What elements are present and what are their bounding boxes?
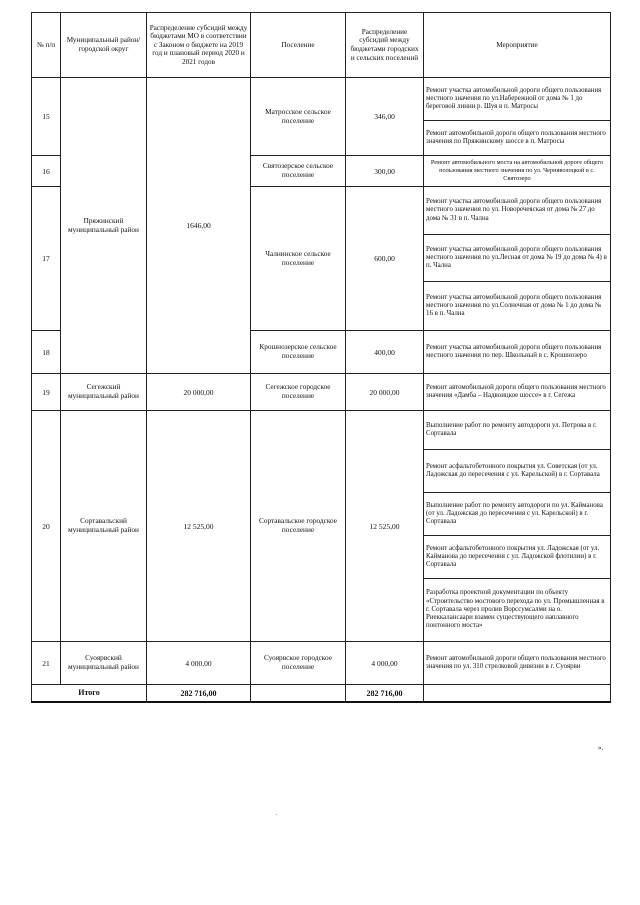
row-number: 20 <box>32 411 61 642</box>
settlement-cell: Крошнозерское сельское поселение <box>251 331 346 374</box>
event-cell: Ремонт асфальтобетонного покрытия ул. Ладожская (от ул. Кайманова до пересечения с ул. Ладожской флотилии) в г. Сортавала <box>424 536 611 579</box>
total-empty-cell <box>424 685 611 703</box>
event-cell: Ремонт участка автомобильной дороги общего пользования местного значения по ул.Солнечная от дома № 1 до дома № 16 в п. Чална <box>424 282 611 331</box>
header-district: Муниципальный район/городской округ <box>61 13 147 78</box>
district-cell: Сегежский муниципальный район <box>61 374 147 411</box>
settlement-cell: Суоярвское городское поселение <box>251 642 346 685</box>
amount-cell: 600,00 <box>346 187 424 331</box>
district-cell: Суоярвский муниципальный район <box>61 642 147 685</box>
settlement-cell: Чалнинское сельское поселение <box>251 187 346 331</box>
event-cell: Ремонт участка автомобильной дороги общего пользования местного значения по ул. Новоречеяская от дома № 27 до дома № 31 в п. Чална <box>424 187 611 235</box>
event-cell: Ремонт автомобильного моста на автомобильной дороге общего пользования местного значения по ул. Черняволоцкой в с. Святозеро <box>424 156 611 187</box>
total-empty-cell <box>251 685 346 703</box>
closing-quote-mark: ». <box>598 744 604 752</box>
table-row <box>32 411 611 450</box>
settlement-cell: Сортавальское городское поселение <box>251 411 346 642</box>
subsidy-cell: 20 000,00 <box>147 374 251 411</box>
event-cell: Выполнение работ по ремонту автодороги ул. Петрова в г. Сортавала <box>424 411 611 450</box>
event-cell: Ремонт участка автомобильной дороги общего пользования местного значения по ул.Набережной от дома № 1 до береговой линии р. Шуя в п. Матросы <box>424 78 611 121</box>
amount-cell: 4 000,00 <box>346 642 424 685</box>
header-event: Мероприятие <box>424 13 611 78</box>
row-number: 15 <box>32 78 61 156</box>
row-number: 18 <box>32 331 61 374</box>
page-speck: . <box>276 811 278 817</box>
event-cell: Ремонт автомобильной дороги общего пользования местного значения по Пряжинскому шоссе в п. Матросы <box>424 121 611 156</box>
district-cell: Пряжинский муниципальный район <box>61 78 147 374</box>
header-subsidy: Распределение субсидий между бюджетами МО в соответствии с Законом о бюджете на 2019 год и плановый период 2020 и 2021 годов <box>147 13 251 78</box>
event-cell: Ремонт автомобильной дороги общего пользования местного значения «Дамба – Надвоицкое шоссе» в г. Сегежа <box>424 374 611 411</box>
amount-cell: 346,00 <box>346 78 424 156</box>
event-cell: Ремонт асфальтобетонного покрытия ул. Советская (от ул. Ладожская до пересечения с ул. Карельской) в г. Сортавала <box>424 450 611 493</box>
total-subsidy: 282 716,00 <box>147 685 251 703</box>
table-row <box>32 78 611 121</box>
subsidy-cell: 12 525,00 <box>147 411 251 642</box>
table-header-row <box>32 13 611 78</box>
district-cell: Сортавальский муниципальный район <box>61 411 147 642</box>
subsidy-cell: 4 000,00 <box>147 642 251 685</box>
amount-cell: 12 525,00 <box>346 411 424 642</box>
settlement-cell: Матросское сельское поселение <box>251 78 346 156</box>
subsidy-cell: 1646,00 <box>147 78 251 374</box>
event-cell: Разработка проектной документации по объекту «Строительство мостового перехода по ул. Промышленная в г. Сортавала через пролив Ворссумсалми на о. Риеккалансаари взамен существующего наплавного понтонного моста» <box>424 579 611 642</box>
amount-cell: 400,00 <box>346 331 424 374</box>
total-label: Итого <box>32 685 147 703</box>
row-number: 17 <box>32 187 61 331</box>
event-cell: Ремонт участка автомобильной дороги общего пользования местного значения по пер. Школьный в с. Крошнозеро <box>424 331 611 374</box>
settlement-cell: Сегежское городское поселение <box>251 374 346 411</box>
header-settlement: Поселение <box>251 13 346 78</box>
amount-cell: 20 000,00 <box>346 374 424 411</box>
subsidy-distribution-table <box>31 12 611 703</box>
event-cell: Выполнение работ по ремонту автодороги по ул. Кайманова (от ул. Ладожская до пересечения с ул. Карельской) в г. Сортавала <box>424 493 611 536</box>
total-row <box>32 685 611 703</box>
row-number: 16 <box>32 156 61 187</box>
header-distribution: Распределение субсидий между бюджетами городских и сельских поселений <box>346 13 424 78</box>
row-number: 19 <box>32 374 61 411</box>
amount-cell: 300,00 <box>346 156 424 187</box>
settlement-cell: Святозерское сельское поселение <box>251 156 346 187</box>
row-number: 21 <box>32 642 61 685</box>
event-cell: Ремонт автомобильной дороги общего пользования местного значения по ул. 310 стрелковой дивизии в г. Суоярви <box>424 642 611 685</box>
table-row <box>32 642 611 685</box>
total-amount: 282 716,00 <box>346 685 424 703</box>
header-num: № п/п <box>32 13 61 78</box>
table-row <box>32 374 611 411</box>
event-cell: Ремонт участка автомобильной дороги общего пользования местного значения по ул.Лесная от дома № 19 до дома № 4) в п. Чална <box>424 235 611 282</box>
